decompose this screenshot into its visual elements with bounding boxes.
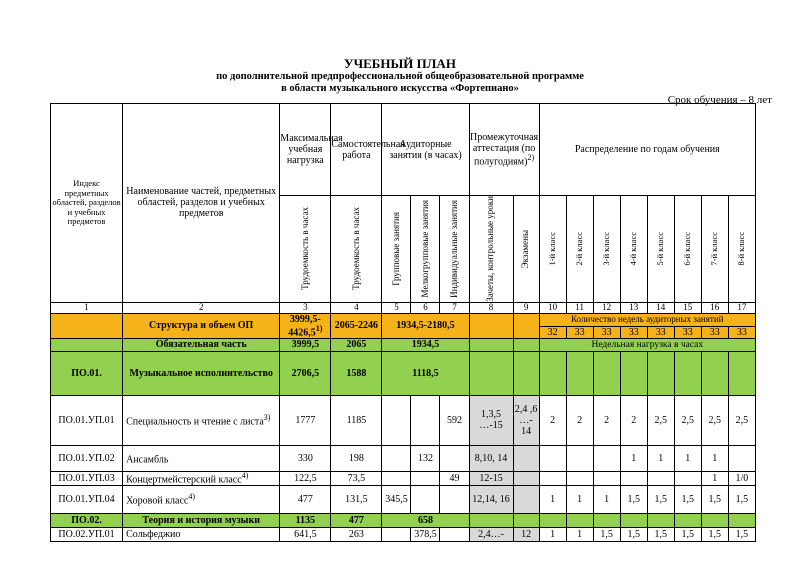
page-title: УЧЕБНЫЙ ПЛАН	[344, 56, 456, 71]
row-exams	[513, 445, 539, 471]
structure-exams	[513, 313, 539, 338]
row-year: 1,5	[647, 528, 674, 542]
row-year: 2,5	[728, 395, 755, 445]
mandatory-credits	[469, 338, 513, 351]
header-max-load: Максимальная учебная нагрузка	[280, 104, 331, 196]
row-group	[382, 471, 411, 485]
row-index: ПО.01.УП.04	[51, 486, 123, 514]
header-index: Индекс предметных областей, разделов и учебных предметов	[51, 104, 123, 303]
row-index: ПО.01.УП.01	[51, 395, 123, 445]
structure-auditory: 1934,5-2180,5	[382, 313, 469, 338]
header-interim-note: 2)	[527, 152, 535, 162]
structure-self: 2065-2246	[331, 313, 382, 338]
table-row	[51, 445, 756, 471]
study-duration: Срок обучения – 8 лет	[667, 94, 772, 106]
row-year: 2,5	[647, 395, 674, 445]
row-year	[728, 445, 755, 471]
row-year: 1	[647, 445, 674, 471]
row-name-text: Ансамбль	[126, 454, 169, 466]
row-year: 1,5	[593, 528, 620, 542]
section-name: Теория и история музыки	[123, 514, 280, 528]
row-year: 1	[701, 445, 728, 471]
row-year: 1	[566, 486, 593, 514]
page-subtitle-2: в области музыкального искусства «Фортепиано»	[281, 83, 519, 94]
col-num: 2	[123, 302, 280, 313]
weeks-value: 33	[674, 326, 701, 338]
row-year	[539, 471, 566, 485]
row-year	[566, 471, 593, 485]
row-year	[647, 471, 674, 485]
header-class-7: 7-й класс	[709, 232, 720, 266]
mandatory-max: 3999,5	[280, 338, 331, 351]
section-credits	[469, 514, 513, 528]
row-self: 73,5	[331, 471, 382, 485]
structure-max-note: 1)	[315, 323, 323, 333]
col-num: 10	[539, 302, 566, 313]
row-year: 1	[620, 445, 647, 471]
col-num: 8	[469, 302, 513, 313]
page-subtitle: по дополнительной предпрофессиональной общеобразовательной программе	[216, 71, 584, 82]
row-self: 131,5	[331, 486, 382, 514]
row-self: 263	[331, 528, 382, 542]
row-year: 1/0	[728, 471, 755, 485]
mandatory-index	[51, 338, 123, 351]
row-year: 2,5	[674, 395, 701, 445]
row-exams: 12	[513, 528, 539, 542]
row-year: 1,5	[620, 528, 647, 542]
row-year: 2	[593, 395, 620, 445]
mandatory-row	[51, 338, 756, 351]
row-group	[382, 395, 411, 445]
row-group: 345,5	[382, 486, 411, 514]
row-year: 1,5	[647, 486, 674, 514]
col-num: 9	[513, 302, 539, 313]
row-credits: 2,4…-	[469, 528, 513, 542]
section-index: ПО.01.	[51, 351, 123, 395]
col-num: 5	[382, 302, 411, 313]
col-num: 4	[331, 302, 382, 313]
header-labor-self: Трудоемкость в часах	[350, 207, 361, 291]
row-ind: 49	[440, 471, 469, 485]
row-group	[382, 528, 411, 542]
table-row	[51, 486, 756, 514]
header-small-group: Мелкогрупповые занятия	[419, 200, 430, 298]
row-year: 1,5	[728, 486, 755, 514]
header-labor-max: Трудоемкость в часах	[299, 207, 310, 291]
structure-max-value: 3999,5-4426,5	[288, 313, 321, 338]
col-num: 15	[674, 302, 701, 313]
row-index: ПО.01.УП.02	[51, 445, 123, 471]
weekly-load-label: Недельная нагрузка в часах	[539, 338, 755, 351]
header-credits: Зачеты, контрольные уроки	[485, 196, 496, 302]
row-year: 1	[674, 445, 701, 471]
structure-max	[280, 313, 331, 338]
row-year: 1	[566, 528, 593, 542]
weeks-value: 33	[647, 326, 674, 338]
header-distribution: Распределение по годам обучения	[539, 104, 755, 196]
row-name	[123, 486, 280, 514]
row-year: 1,5	[674, 528, 701, 542]
header-self-work: Самостоятельная работа	[331, 104, 382, 196]
row-year: 1,5	[674, 486, 701, 514]
row-name-text: Концертмейстерский класс	[126, 474, 242, 486]
row-credits: 12,14, 16	[469, 486, 513, 514]
row-small	[411, 395, 440, 445]
row-name: Сольфеджио	[123, 528, 280, 542]
row-year: 2,5	[701, 395, 728, 445]
row-name-text: Специальность и чтение с листа	[126, 416, 264, 428]
section-max: 2706,5	[280, 351, 331, 395]
section-max: 1135	[280, 514, 331, 528]
structure-credits	[469, 313, 513, 338]
structure-index	[51, 313, 123, 338]
weeks-value: 33	[728, 326, 755, 338]
col-num: 13	[620, 302, 647, 313]
row-note: 3)	[263, 412, 271, 422]
col-num: 16	[701, 302, 728, 313]
row-credits: 1,3,5 …-15	[469, 395, 513, 445]
row-year: 1	[593, 486, 620, 514]
row-year	[593, 471, 620, 485]
row-self: 1185	[331, 395, 382, 445]
header-class-6: 6-й класс	[682, 232, 693, 266]
header-individual: Индивидуальные занятия	[448, 199, 459, 298]
header-class-8: 8-й класс	[736, 232, 747, 266]
row-ind: 592	[440, 395, 469, 445]
row-small: 378,5	[411, 528, 440, 542]
row-small	[411, 471, 440, 485]
row-name	[123, 395, 280, 445]
header-row	[51, 104, 756, 196]
weeks-value: 33	[620, 326, 647, 338]
row-credits: 12-15	[469, 471, 513, 485]
row-max: 1777	[280, 395, 331, 445]
row-note: 4)	[188, 492, 196, 502]
section-po02-row	[51, 514, 756, 528]
row-name-text: Хоровой класс	[126, 495, 189, 507]
mandatory-auditory: 1934,5	[382, 338, 469, 351]
header-auditory: Аудиторные занятия (в часах)	[382, 104, 469, 196]
row-credits: 8,10, 14	[469, 445, 513, 471]
col-num: 7	[440, 302, 469, 313]
row-ind	[440, 445, 469, 471]
col-num: 17	[728, 302, 755, 313]
col-num: 12	[593, 302, 620, 313]
table-row	[51, 471, 756, 485]
header-class-1: 1-й класс	[547, 232, 558, 266]
row-name	[123, 445, 280, 471]
weeks-value: 33	[566, 326, 593, 338]
row-max: 122,5	[280, 471, 331, 485]
section-self: 477	[331, 514, 382, 528]
row-year: 2	[620, 395, 647, 445]
row-name	[123, 471, 280, 485]
section-index: ПО.02.	[51, 514, 123, 528]
row-note: 4)	[241, 470, 249, 480]
table-row	[51, 395, 756, 445]
section-auditory: 1118,5	[382, 351, 469, 395]
row-max: 477	[280, 486, 331, 514]
section-auditory: 658	[382, 514, 469, 528]
header-interim-label: Промежуточная аттестация (по полугодиям)	[470, 131, 539, 168]
structure-name: Структура и объем ОП	[123, 313, 280, 338]
section-self: 1588	[331, 351, 382, 395]
col-num: 1	[51, 302, 123, 313]
row-max: 641,5	[280, 528, 331, 542]
row-year: 2	[566, 395, 593, 445]
row-year: 1,5	[701, 486, 728, 514]
mandatory-self: 2065	[331, 338, 382, 351]
structure-row	[51, 313, 756, 326]
row-year: 2	[539, 395, 566, 445]
row-ind	[440, 486, 469, 514]
row-year	[620, 471, 647, 485]
row-year: 1,5	[620, 486, 647, 514]
row-year: 1	[539, 528, 566, 542]
row-exams: 2,4 ,6 …- 14	[513, 395, 539, 445]
col-num: 11	[566, 302, 593, 313]
header-group: Групповые занятия	[390, 212, 401, 286]
header-class-3: 3-й класс	[601, 232, 612, 266]
header-interim	[469, 104, 539, 196]
section-name: Музыкальное исполнительство	[123, 351, 280, 395]
column-numbers-row	[51, 302, 756, 313]
header-class-4: 4-й класс	[628, 232, 639, 266]
row-year: 1	[701, 471, 728, 485]
mandatory-exams	[513, 338, 539, 351]
row-year	[539, 445, 566, 471]
row-index: ПО.02.УП.01	[51, 528, 123, 542]
curriculum-table	[50, 103, 756, 542]
row-year: 1,5	[728, 528, 755, 542]
header-name: Наименование частей, предметных областей, разделов и учебных предметов	[123, 104, 280, 303]
weeks-value: 32	[539, 326, 566, 338]
weeks-label: Количество недель аудиторных занятий	[539, 313, 755, 326]
row-small	[411, 486, 440, 514]
col-num: 6	[411, 302, 440, 313]
row-index: ПО.01.УП.03	[51, 471, 123, 485]
row-exams	[513, 486, 539, 514]
header-exams: Экзамены	[520, 229, 531, 268]
weeks-value: 33	[593, 326, 620, 338]
table-row	[51, 528, 756, 542]
col-num: 3	[280, 302, 331, 313]
row-year: 1	[539, 486, 566, 514]
row-year	[566, 445, 593, 471]
row-year	[593, 445, 620, 471]
weeks-value: 33	[701, 326, 728, 338]
section-exams	[513, 351, 539, 395]
row-small: 132	[411, 445, 440, 471]
row-year	[674, 471, 701, 485]
row-self: 198	[331, 445, 382, 471]
header-class-5: 5-й класс	[655, 232, 666, 266]
row-group	[382, 445, 411, 471]
header-class-2: 2-й класс	[574, 232, 585, 266]
row-max: 330	[280, 445, 331, 471]
section-po01-row	[51, 351, 756, 395]
row-ind	[440, 528, 469, 542]
col-num: 14	[647, 302, 674, 313]
section-credits	[469, 351, 513, 395]
section-exams	[513, 514, 539, 528]
row-exams	[513, 471, 539, 485]
mandatory-name: Обязательная часть	[123, 338, 280, 351]
row-year: 1,5	[701, 528, 728, 542]
